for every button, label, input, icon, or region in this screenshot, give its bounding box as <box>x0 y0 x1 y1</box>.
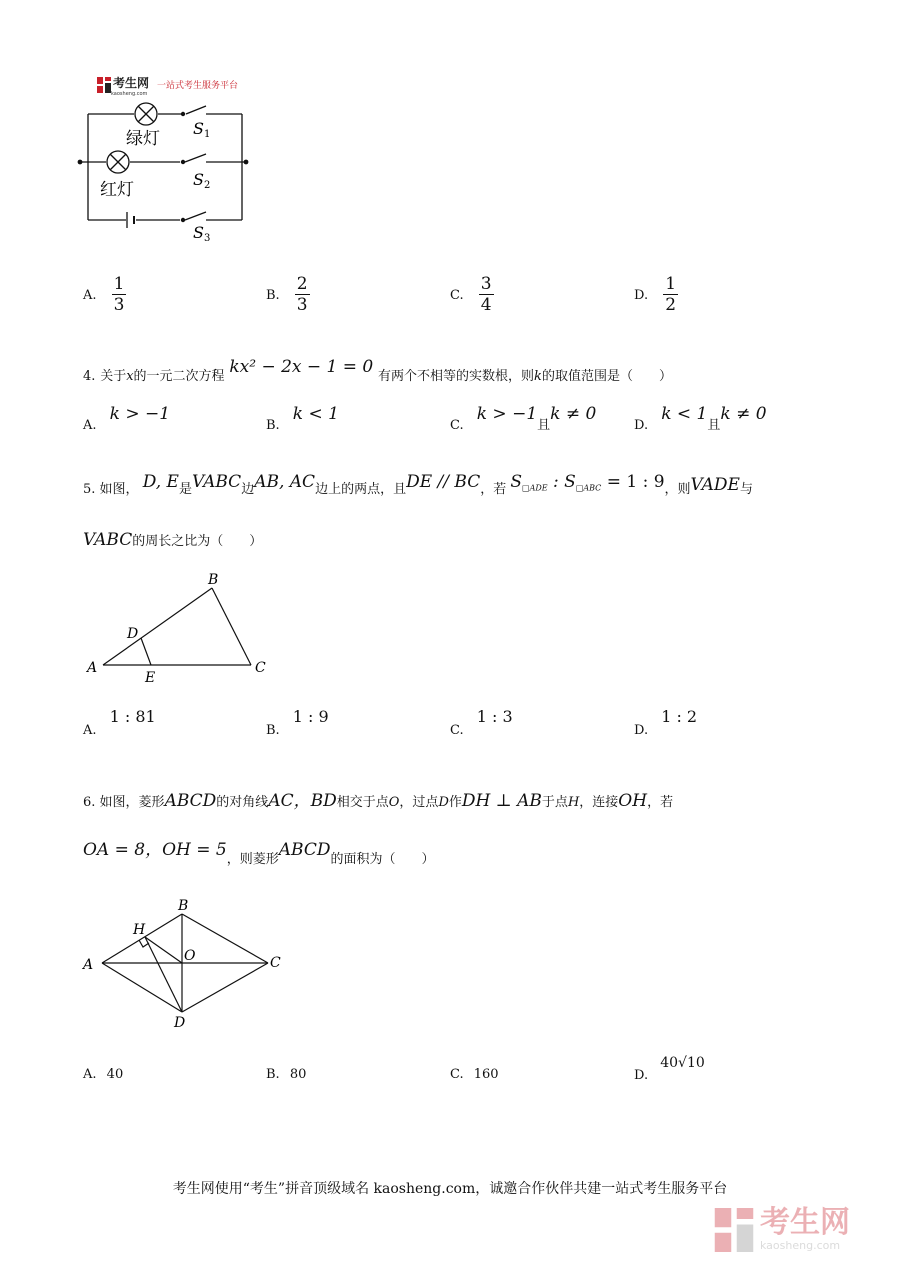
switch-s1-sub: 1 <box>204 129 211 140</box>
q4-stem: 4. 关于x的一元二次方程 kx² − 2x − 1 = 0 有两个不相等的实数根，则k的取值范围是（ ） <box>83 357 672 384</box>
q3-option-c[interactable] <box>450 274 494 315</box>
q4-option-a[interactable]: A. k > −1 <box>83 404 171 433</box>
q6-rhombus-figure <box>78 896 298 1036</box>
q3-option-d[interactable] <box>634 274 678 315</box>
kaosheng-watermark-icon <box>714 1208 754 1252</box>
q4-option-c[interactable]: C. k > −1且k ≠ 0 <box>450 404 597 433</box>
point-e-label: E <box>145 670 156 686</box>
point-a-label: A <box>83 957 94 973</box>
point-b-label: B <box>208 572 219 588</box>
q3-option-a[interactable] <box>83 274 126 315</box>
q6-option-b[interactable]: B. 80 <box>266 1067 307 1082</box>
switch-s2-label: S <box>193 170 204 189</box>
circuit-diagram <box>70 92 270 252</box>
q5-triangle-figure <box>85 568 285 688</box>
q5-option-b[interactable]: B. 1 : 9 <box>266 707 329 738</box>
point-d-label: D <box>174 1015 186 1031</box>
q6-option-c[interactable]: C. 160 <box>450 1067 499 1082</box>
point-b-label: B <box>178 898 189 914</box>
q5-stem-line1: 5. 如图， D, E是VABC边AB, AC边上的两点，且DE // BC，若 $S_{□ADE}$ : $S_{□ABC} = 1$ : 9，则VADE与 <box>83 472 753 497</box>
point-c-label: C <box>270 955 281 971</box>
logo-slogan: 一站式考生服务平台 <box>157 81 239 91</box>
point-a-label: A <box>87 660 98 676</box>
q6-option-a[interactable]: A. 40 <box>83 1067 124 1082</box>
kaosheng-logo-icon <box>97 77 111 93</box>
option-label: C. <box>450 288 464 303</box>
q5-option-d[interactable]: D. 1 : 2 <box>634 707 698 738</box>
watermark-domain: kaosheng.com <box>760 1239 841 1252</box>
point-o-label: O <box>184 948 196 964</box>
fraction: $\frac{3}{4}$ <box>480 274 492 315</box>
option-label: D. <box>634 288 649 303</box>
q3-option-b[interactable] <box>266 274 310 315</box>
fraction: $\frac{1}{2}$ <box>665 274 677 315</box>
switch-s1-label: S <box>193 119 204 138</box>
fraction: $\frac{1}{3}$ <box>113 274 125 315</box>
watermark <box>714 1207 850 1252</box>
q5-option-c[interactable]: C. 1 : 3 <box>450 707 513 738</box>
q4-option-d[interactable]: D. k < 1且k ≠ 0 <box>634 404 767 433</box>
q5-stem-line2: VABC的周长之比为（ ） <box>83 530 263 550</box>
point-c-label: C <box>255 660 266 676</box>
watermark-name: 考生网 <box>760 1205 850 1240</box>
logo-domain: kaosheng.com <box>111 91 148 97</box>
switch-s2-sub: 2 <box>204 180 211 191</box>
switch-s3-label: S <box>193 223 204 242</box>
point-h-label: H <box>133 922 146 938</box>
option-label: B. <box>266 288 280 303</box>
switch-s3-sub: 3 <box>204 233 211 244</box>
q4-equation: kx² − 2x − 1 = 0 <box>229 357 374 377</box>
option-label: A. <box>83 288 97 303</box>
q5-option-a[interactable]: A. 1 : 81 <box>83 707 156 738</box>
q4-option-b[interactable]: B. k < 1 <box>266 404 339 433</box>
q6-stem-line2: OA = 8，OH = 5，则菱形ABCD的面积为（ ） <box>83 840 435 867</box>
fraction: $\frac{2}{3}$ <box>296 274 308 315</box>
lamp-red-label: 红灯 <box>100 180 134 200</box>
page-footer: 考生网使用“考生”拼音顶级域名 kaosheng.com，诚邀合作伙伴共建一站式考生服务平台 <box>172 1181 728 1197</box>
q6-stem-line1: 6. 如图，菱形ABCD的对角线AC，BD相交于点O，过点D作DH ⊥ AB于点H，连接OH，若 <box>83 791 674 811</box>
logo-name: 考生网 <box>113 76 150 90</box>
q6-option-d[interactable]: D. 40√10 <box>634 1055 705 1083</box>
point-d-label: D <box>127 626 139 642</box>
lamp-green-label: 绿灯 <box>126 129 160 149</box>
